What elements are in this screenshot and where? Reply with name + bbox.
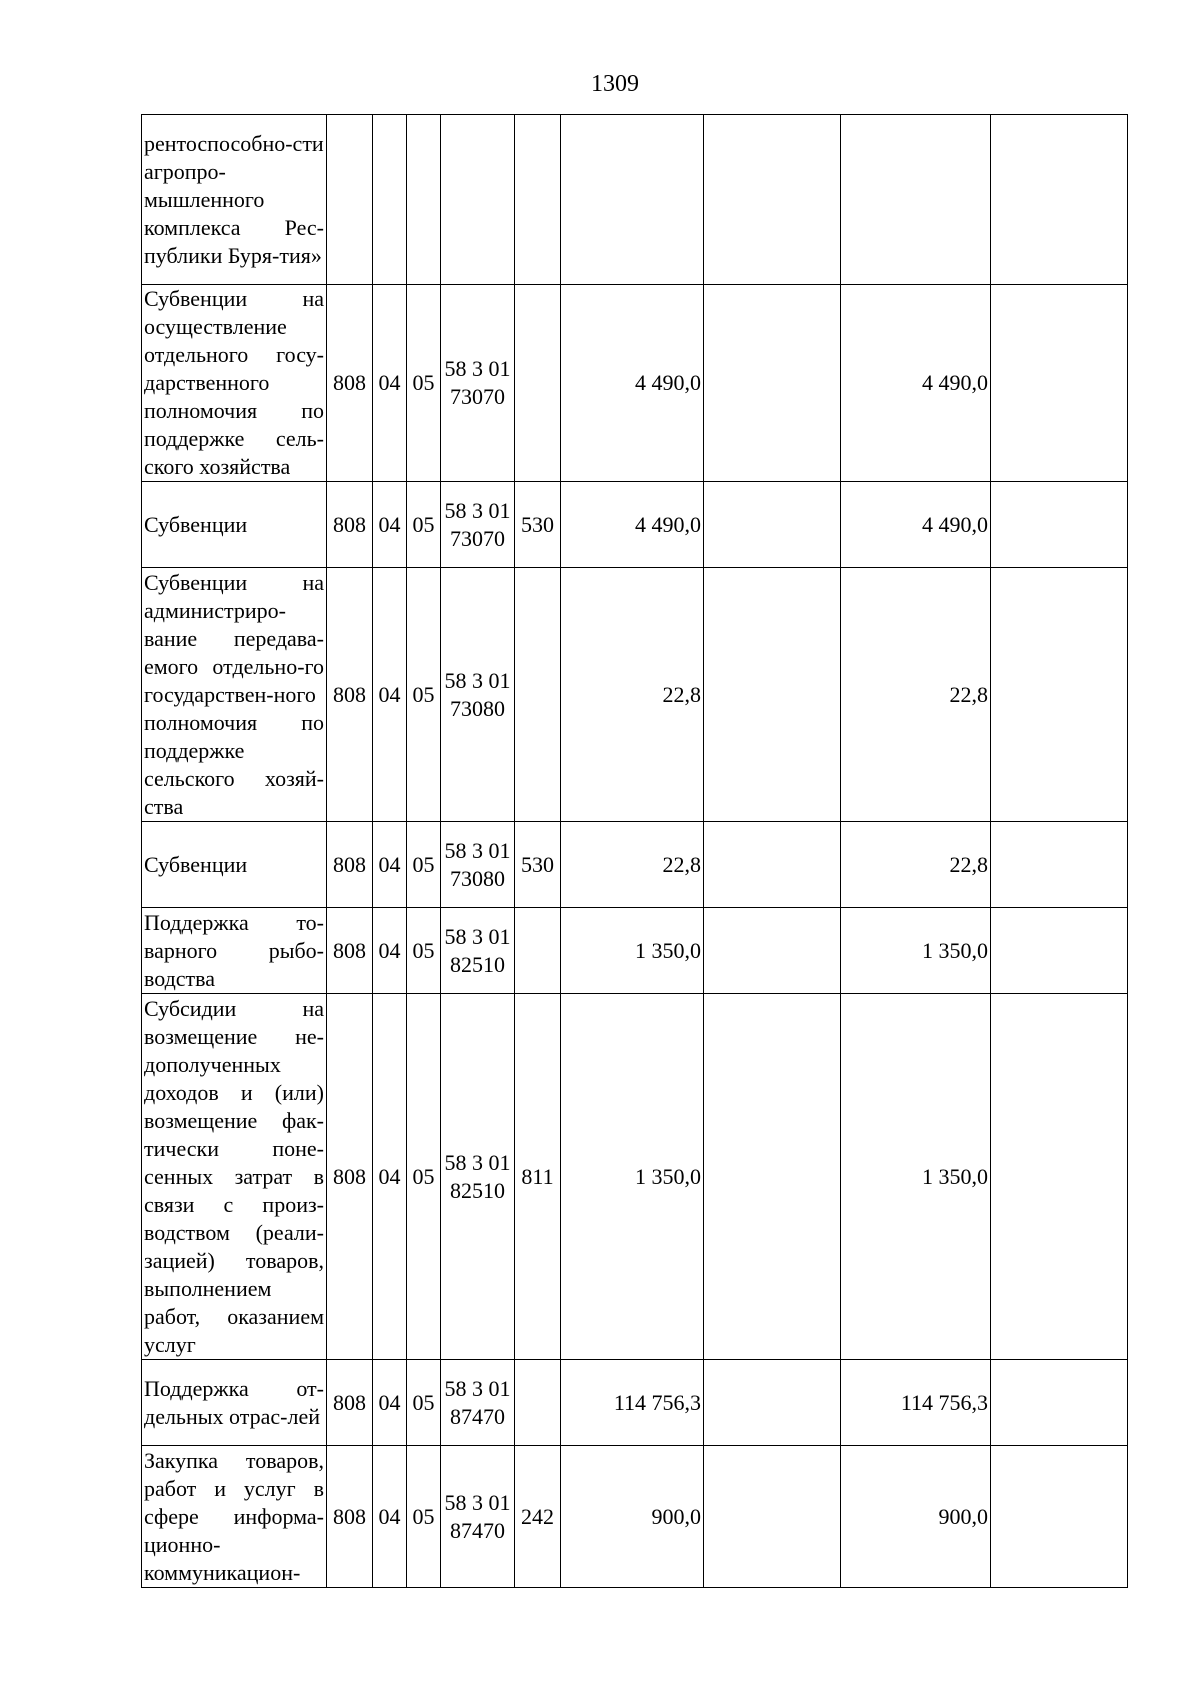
budget-table xyxy=(141,114,1128,1588)
target-article-code: 58 3 01 87470 xyxy=(441,1446,515,1588)
amount-4 xyxy=(991,1446,1128,1588)
amount-2 xyxy=(704,1446,841,1588)
subsection-code: 05 xyxy=(407,568,441,822)
expense-type-code xyxy=(515,1360,561,1446)
table-row xyxy=(142,285,1128,482)
section-code xyxy=(373,115,407,285)
table-row xyxy=(142,1446,1128,1588)
target-article-code: 58 3 01 73080 xyxy=(441,568,515,822)
section-code: 04 xyxy=(373,1446,407,1588)
row-name: Поддержка то-варного рыбо-водства xyxy=(142,908,327,994)
table-row xyxy=(142,822,1128,908)
amount-4 xyxy=(991,908,1128,994)
expense-type-code xyxy=(515,908,561,994)
target-article-code: 58 3 01 73070 xyxy=(441,482,515,568)
section-code: 04 xyxy=(373,994,407,1360)
amount-2 xyxy=(704,568,841,822)
section-code: 04 xyxy=(373,568,407,822)
expense-type-code xyxy=(515,285,561,482)
section-code: 04 xyxy=(373,285,407,482)
target-article-code: 58 3 01 82510 xyxy=(441,908,515,994)
target-article-code: 58 3 01 73070 xyxy=(441,285,515,482)
amount-3: 1 350,0 xyxy=(841,994,991,1360)
row-name: Субвенции на администриро-вание передава-емого отдельно-го государствен-ного полномочия по поддержке сельского хозяй-ства xyxy=(142,568,327,822)
subsection-code: 05 xyxy=(407,285,441,482)
amount-2 xyxy=(704,908,841,994)
page-number: 1309 xyxy=(591,71,639,97)
amount-1: 1 350,0 xyxy=(561,908,704,994)
grbs-code: 808 xyxy=(327,1446,373,1588)
amount-4 xyxy=(991,994,1128,1360)
table-row xyxy=(142,908,1128,994)
amount-2 xyxy=(704,822,841,908)
amount-1: 22,8 xyxy=(561,568,704,822)
grbs-code xyxy=(327,115,373,285)
subsection-code: 05 xyxy=(407,482,441,568)
amount-2 xyxy=(704,115,841,285)
grbs-code: 808 xyxy=(327,568,373,822)
amount-1: 1 350,0 xyxy=(561,994,704,1360)
row-name: Субвенции xyxy=(142,822,327,908)
row-name: Субвенции xyxy=(142,482,327,568)
amount-1 xyxy=(561,115,704,285)
amount-4 xyxy=(991,822,1128,908)
amount-1: 4 490,0 xyxy=(561,285,704,482)
amount-2 xyxy=(704,482,841,568)
row-name: Субсидии на возмещение не-дополученных доходов и (или) возмещение фак-тически поне-сенных затрат в связи с произ-водством (реали-зацией) товаров, выполнением работ, оказанием услуг xyxy=(142,994,327,1360)
row-name: Поддержка от-дельных отрас-лей xyxy=(142,1360,327,1446)
grbs-code: 808 xyxy=(327,285,373,482)
amount-3: 1 350,0 xyxy=(841,908,991,994)
amount-3: 4 490,0 xyxy=(841,285,991,482)
amount-3: 4 490,0 xyxy=(841,482,991,568)
amount-2 xyxy=(704,994,841,1360)
amount-4 xyxy=(991,1360,1128,1446)
subsection-code xyxy=(407,115,441,285)
expense-type-code: 530 xyxy=(515,822,561,908)
expense-type-code: 530 xyxy=(515,482,561,568)
grbs-code: 808 xyxy=(327,1360,373,1446)
subsection-code: 05 xyxy=(407,908,441,994)
expense-type-code xyxy=(515,568,561,822)
subsection-code: 05 xyxy=(407,822,441,908)
expense-type-code xyxy=(515,115,561,285)
subsection-code: 05 xyxy=(407,1360,441,1446)
target-article-code: 58 3 01 82510 xyxy=(441,994,515,1360)
table-row xyxy=(142,1360,1128,1446)
amount-1: 22,8 xyxy=(561,822,704,908)
section-code: 04 xyxy=(373,1360,407,1446)
table-row xyxy=(142,115,1128,285)
amount-3: 22,8 xyxy=(841,822,991,908)
table-body xyxy=(142,115,1128,1588)
table-row xyxy=(142,482,1128,568)
amount-4 xyxy=(991,482,1128,568)
section-code: 04 xyxy=(373,908,407,994)
expense-type-code: 811 xyxy=(515,994,561,1360)
section-code: 04 xyxy=(373,822,407,908)
amount-3: 114 756,3 xyxy=(841,1360,991,1446)
amount-3 xyxy=(841,115,991,285)
amount-1: 114 756,3 xyxy=(561,1360,704,1446)
amount-3: 22,8 xyxy=(841,568,991,822)
amount-4 xyxy=(991,285,1128,482)
subsection-code: 05 xyxy=(407,994,441,1360)
amount-1: 900,0 xyxy=(561,1446,704,1588)
table-row xyxy=(142,994,1128,1360)
amount-2 xyxy=(704,1360,841,1446)
grbs-code: 808 xyxy=(327,908,373,994)
target-article-code: 58 3 01 87470 xyxy=(441,1360,515,1446)
section-code: 04 xyxy=(373,482,407,568)
subsection-code: 05 xyxy=(407,1446,441,1588)
amount-4 xyxy=(991,568,1128,822)
grbs-code: 808 xyxy=(327,994,373,1360)
target-article-code: 58 3 01 73080 xyxy=(441,822,515,908)
row-name: Закупка товаров, работ и услуг в сфере информа-ционно-коммуникацион- xyxy=(142,1446,327,1588)
target-article-code xyxy=(441,115,515,285)
amount-3: 900,0 xyxy=(841,1446,991,1588)
row-name: рентоспособно-сти агропро-мышленного комплекса Рес-публики Буря-тия» xyxy=(142,115,327,285)
expense-type-code: 242 xyxy=(515,1446,561,1588)
row-name: Субвенции на осуществление отдельного госу-дарственного полномочия по поддержке сель-ского хозяйства xyxy=(142,285,327,482)
grbs-code: 808 xyxy=(327,822,373,908)
amount-2 xyxy=(704,285,841,482)
amount-4 xyxy=(991,115,1128,285)
grbs-code: 808 xyxy=(327,482,373,568)
table-row xyxy=(142,568,1128,822)
amount-1: 4 490,0 xyxy=(561,482,704,568)
